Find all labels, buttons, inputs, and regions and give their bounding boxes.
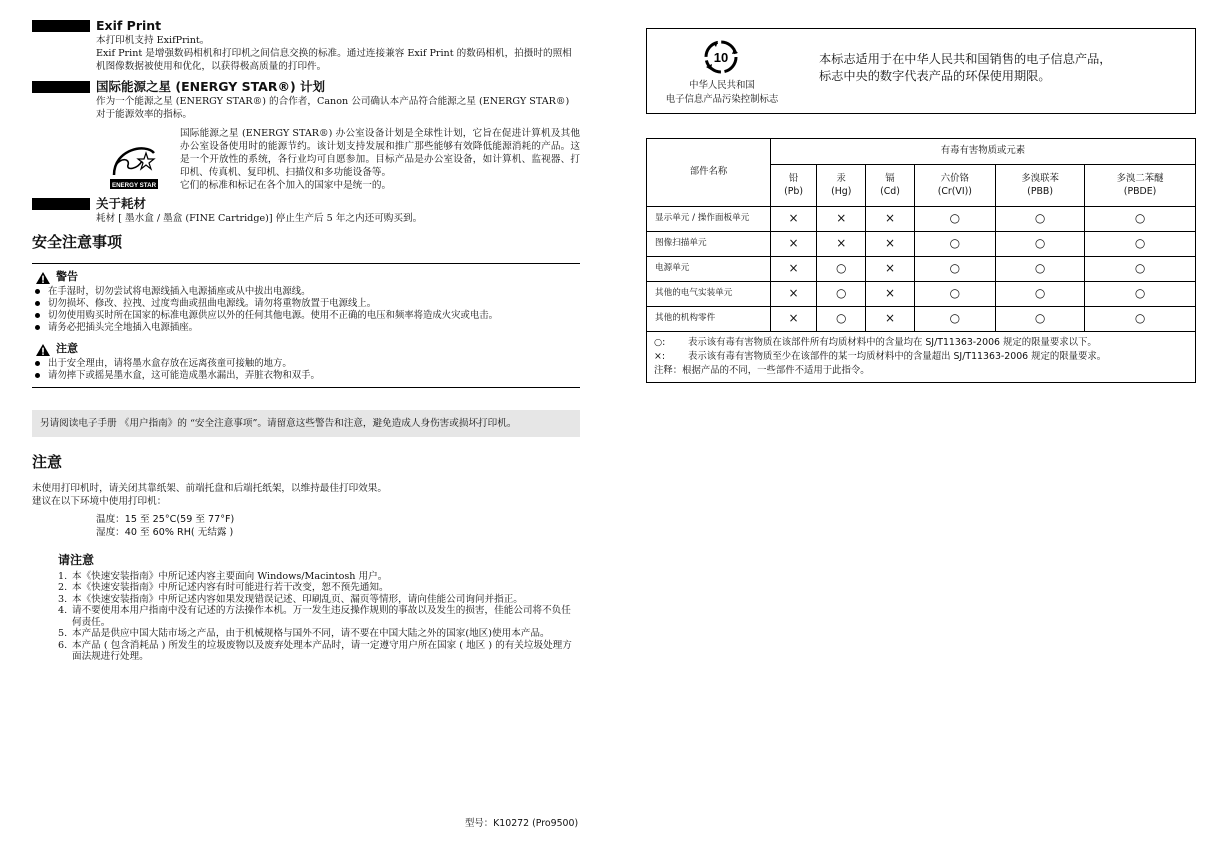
caution-text: 请勿摔下或摇晃墨水盒，这可能造成墨水漏出，弄脏衣物和双手。 <box>48 369 320 381</box>
table-cell: × <box>866 232 914 257</box>
table-cell: ○ <box>817 282 866 307</box>
column-header <box>914 165 995 207</box>
warning-icon <box>36 272 50 284</box>
item-text: 本《快速安装指南》中所记述内容有时可能进行若干改变，恕不预先通知。 <box>72 582 389 594</box>
hazard-notes <box>646 332 1196 383</box>
item-text: 本产品是供应中国大陆市场之产品，由于机械规格与国外不同，请不要在中国大陆之外的国家(地区)使用本产品。 <box>72 628 550 640</box>
bullet-dot <box>35 361 40 366</box>
column-name: 铅 <box>788 173 799 185</box>
table-cell: ○ <box>1085 307 1196 332</box>
table-row <box>647 282 1196 307</box>
safety-rule-bottom <box>32 387 580 388</box>
list-item <box>58 594 580 606</box>
list-item <box>32 358 580 370</box>
table-cell: × <box>771 207 817 232</box>
item-number: 2. <box>58 582 68 594</box>
column-sub: (Cr(VI)) <box>937 185 972 197</box>
row-part: 其他的电气实装单元 <box>647 282 771 307</box>
env-logo-description <box>819 51 1112 85</box>
column-sub: (PBDE) <box>1123 185 1157 197</box>
bullet-dot <box>35 325 40 330</box>
energy-body <box>180 127 580 192</box>
manual-note: 另请阅读电子手册 《用户指南》的 “安全注意事项”。请留意这些警告和注意，避免造成人身伤害或损坏打印机。 <box>40 417 517 429</box>
item-text: 本产品 ( 包含消耗品 ) 所发生的垃圾废物以及废弃处理本产品时，请一定遵守用户所在国家 ( 地区 ) 的有关垃圾处理方面法规进行处理。 <box>72 639 572 663</box>
column-sub: (Cd) <box>880 185 900 197</box>
warning-heading <box>36 270 580 286</box>
group-header: 有毒有害物质或元素 <box>771 139 1196 165</box>
safety-title: 安全注意事项 <box>32 233 123 251</box>
table-cell: ○ <box>996 257 1085 282</box>
table-cell: × <box>771 307 817 332</box>
table-cell: ○ <box>996 207 1085 232</box>
warning-text: 切勿使用购买时所在国家的标准电源供应以外的任何其他电源。使用不正确的电压和频率将造成火灾或电击。 <box>48 309 499 321</box>
table-cell: ○ <box>914 307 995 332</box>
logo-number: 10 <box>713 50 729 65</box>
list-item <box>32 322 580 334</box>
caution-heading <box>36 342 580 358</box>
energy-star-block <box>32 127 580 192</box>
column-name: 六价铬 <box>940 173 969 185</box>
bullet-dot <box>35 289 40 294</box>
energy-title: 国际能源之星 (ENERGY STAR®) 计划 <box>96 78 326 94</box>
table-row <box>647 232 1196 257</box>
hazard-table <box>646 138 1196 332</box>
exif-p1: 本打印机支持 ExifPrint。 <box>96 35 210 46</box>
item-number: 3. <box>58 593 68 605</box>
item-number: 5. <box>58 628 68 640</box>
note-key: ○: <box>654 337 666 348</box>
table-cell: ○ <box>1085 257 1196 282</box>
row-part: 电源单元 <box>647 257 771 282</box>
item-text: 本《快速安装指南》中所记述内容如果发现错误记述、印刷乱页、漏页等情形，请向佳能公司询问并指正。 <box>72 593 523 605</box>
table-row <box>647 307 1196 332</box>
bullet-dot <box>35 301 40 306</box>
table-cell: × <box>817 207 866 232</box>
table-cell: ○ <box>914 232 995 257</box>
row-part: 图像扫描单元 <box>647 232 771 257</box>
table-cell: ○ <box>914 207 995 232</box>
right-column <box>646 28 1196 383</box>
env-logo-caption <box>647 79 797 107</box>
exif-title: Exif Print <box>96 17 162 33</box>
warning-title: 警告 <box>56 270 78 284</box>
table-cell: ○ <box>817 257 866 282</box>
list-item <box>58 628 580 640</box>
table-cell: × <box>866 257 914 282</box>
column-name: 多溴联苯 <box>1021 173 1059 185</box>
column-name: 多溴二苯醚 <box>1116 173 1164 185</box>
notice-title: 注意 <box>32 452 63 471</box>
column-sub: (Pb) <box>784 185 803 197</box>
table-cell: × <box>771 232 817 257</box>
note-footnote: 注释：根据产品的不同，一些部件不适用于此指令。 <box>654 365 870 376</box>
table-cell: ○ <box>996 282 1085 307</box>
please-note-list <box>58 571 580 663</box>
table-cell: × <box>866 207 914 232</box>
exif-p2: Exif Print 是增强数码相机和打印机之间信息交换的标准。通过连接兼容 Exif Print 的数码相机，拍摄时的照相机图像数据被使用和优化，以获得极高质量的打印件。 <box>96 48 572 72</box>
row-part: 显示单元 / 操作面板单元 <box>647 207 771 232</box>
energy-star-logo <box>110 139 158 189</box>
column-name: 镉 <box>885 173 895 185</box>
table-cell: × <box>771 257 817 282</box>
table-cell: ○ <box>914 282 995 307</box>
column-header <box>817 165 866 207</box>
heading-bar <box>32 198 90 210</box>
item-number: 1. <box>58 570 68 582</box>
table-cell: ○ <box>1085 207 1196 232</box>
energy-body-text2: 它们的标准和标记在各个加入的国家中是统一的。 <box>180 180 392 191</box>
part-header: 部件名称 <box>647 139 771 207</box>
note-key: ×: <box>654 351 666 362</box>
note-row <box>654 336 1188 350</box>
bullet-dot <box>35 313 40 318</box>
list-item <box>32 370 580 382</box>
left-column <box>32 18 580 663</box>
heading-bar <box>32 81 90 93</box>
exif-body <box>96 34 580 73</box>
energy-star-label: ENERGY STAR <box>111 182 157 189</box>
env-logo-text1: 本标志适用于在中华人民共和国销售的电子信息产品， <box>819 52 1112 66</box>
list-item <box>32 310 580 322</box>
consumables-title: 关于耗材 <box>96 195 147 211</box>
note-text: 表示该有毒有害物质至少在该部件的某一均质材料中的含量超出 SJ/T11363-2006 规定的限量要求。 <box>688 351 1107 362</box>
energy-intro: 作为一个能源之星 (ENERGY STAR®) 的合作者，Canon 公司确认本产品符合能源之星 (ENERGY STAR®) 对于能源效率的指标。 <box>96 96 570 120</box>
notice-body <box>32 482 580 539</box>
env-logo-box <box>646 28 1196 114</box>
list-item <box>32 286 580 298</box>
warning-text: 在手湿时，切勿尝试将电源线插入电源插座或从中拔出电源线。 <box>48 285 311 297</box>
table-cell: × <box>771 282 817 307</box>
please-note-title: 请注意 <box>58 553 95 567</box>
note-row <box>654 350 1188 364</box>
warning-block <box>32 264 580 382</box>
energy-body-text: 国际能源之星 (ENERGY STAR®) 办公室设备计划是全球性计划，它旨在促进计算机及其他办公室设备使用时的能源节约。该计划支持发展和推广那些能够有效降低能源消耗的产品。这是一个开放性的系统，各行业均可自愿参加。目标产品是办公室设备，如计算机、监视器、打印机、传真机、复印机、扫描仪和多功能设备等。 <box>180 128 580 178</box>
table-cell: × <box>866 282 914 307</box>
energy-heading <box>32 79 580 95</box>
item-text: 本《快速安装指南》中所记述内容主要面向 Windows/Macintosh 用户。 <box>72 570 388 582</box>
warning-text: 切勿损坏、修改、拉拽、过度弯曲或扭曲电源线。请勿将重物放置于电源线上。 <box>48 297 377 309</box>
column-sub: (PBB) <box>1027 185 1054 197</box>
list-item <box>58 582 580 594</box>
notice-line2: 建议在以下环境中使用打印机： <box>32 496 167 507</box>
table-cell: ○ <box>1085 282 1196 307</box>
consumables-text: 耗材 [ 墨水盒 / 墨盒 (FINE Cartridge)] 停止生产后 5 年之内还可购买到。 <box>96 213 423 224</box>
list-item <box>58 640 580 663</box>
note-text: 表示该有毒有害物质在该部件所有均质材料中的含量均在 SJ/T11363-2006 规定的限量要求以下。 <box>688 337 1097 348</box>
consumables-heading <box>32 196 580 212</box>
env-logo-text2: 标志中央的数字代表产品的环保使用期限。 <box>819 69 1051 83</box>
exif-heading <box>32 18 580 34</box>
table-row <box>647 257 1196 282</box>
table-cell: ○ <box>996 307 1085 332</box>
table-cell: ○ <box>996 232 1085 257</box>
manual-note-box <box>32 410 580 437</box>
env-logo-caption1: 中华人民共和国 <box>689 80 755 91</box>
item-number: 4. <box>58 605 68 617</box>
item-number: 6. <box>58 639 68 651</box>
recycle-10-icon <box>703 39 739 75</box>
table-cell: ○ <box>914 257 995 282</box>
column-sub: (Hg) <box>831 185 852 197</box>
table-row <box>647 207 1196 232</box>
column-header <box>866 165 914 207</box>
env-logo-caption2: 电子信息产品污染控制标志 <box>665 94 779 105</box>
model-number: 型号：K10272 (Pro9500) <box>465 818 579 829</box>
notice-line1: 未使用打印机时，请关闭其靠纸架、前端托盘和后端托纸架，以维持最佳打印效果。 <box>32 483 387 494</box>
warning-text: 请务必把插头完全地插入电源插座。 <box>48 321 199 333</box>
table-cell: ○ <box>817 307 866 332</box>
list-item <box>32 298 580 310</box>
table-cell: × <box>817 232 866 257</box>
column-header <box>996 165 1085 207</box>
column-header <box>771 165 817 207</box>
notice-humidity: 湿度：40 至 60% RH( 无结露 ) <box>96 527 234 538</box>
caution-icon <box>36 344 50 356</box>
item-text: 请不要使用本用户指南中没有记述的方法操作本机。万一发生违反操作规则的事故以及发生的损害，佳能公司将不负任何责任。 <box>72 605 571 628</box>
bullet-dot <box>35 373 40 378</box>
list-item <box>58 571 580 583</box>
caution-text: 出于安全理由，请将墨水盒存放在远离孩童可接触的地方。 <box>48 357 292 369</box>
column-name: 汞 <box>836 173 846 185</box>
table-cell: ○ <box>1085 232 1196 257</box>
list-item <box>58 605 580 628</box>
notice-temp: 温度：15 至 25°C(59 至 77°F) <box>96 514 235 525</box>
row-part: 其他的机构零件 <box>647 307 771 332</box>
caution-title: 注意 <box>56 342 78 356</box>
heading-bar <box>32 20 90 32</box>
table-cell: × <box>866 307 914 332</box>
column-header <box>1085 165 1196 207</box>
